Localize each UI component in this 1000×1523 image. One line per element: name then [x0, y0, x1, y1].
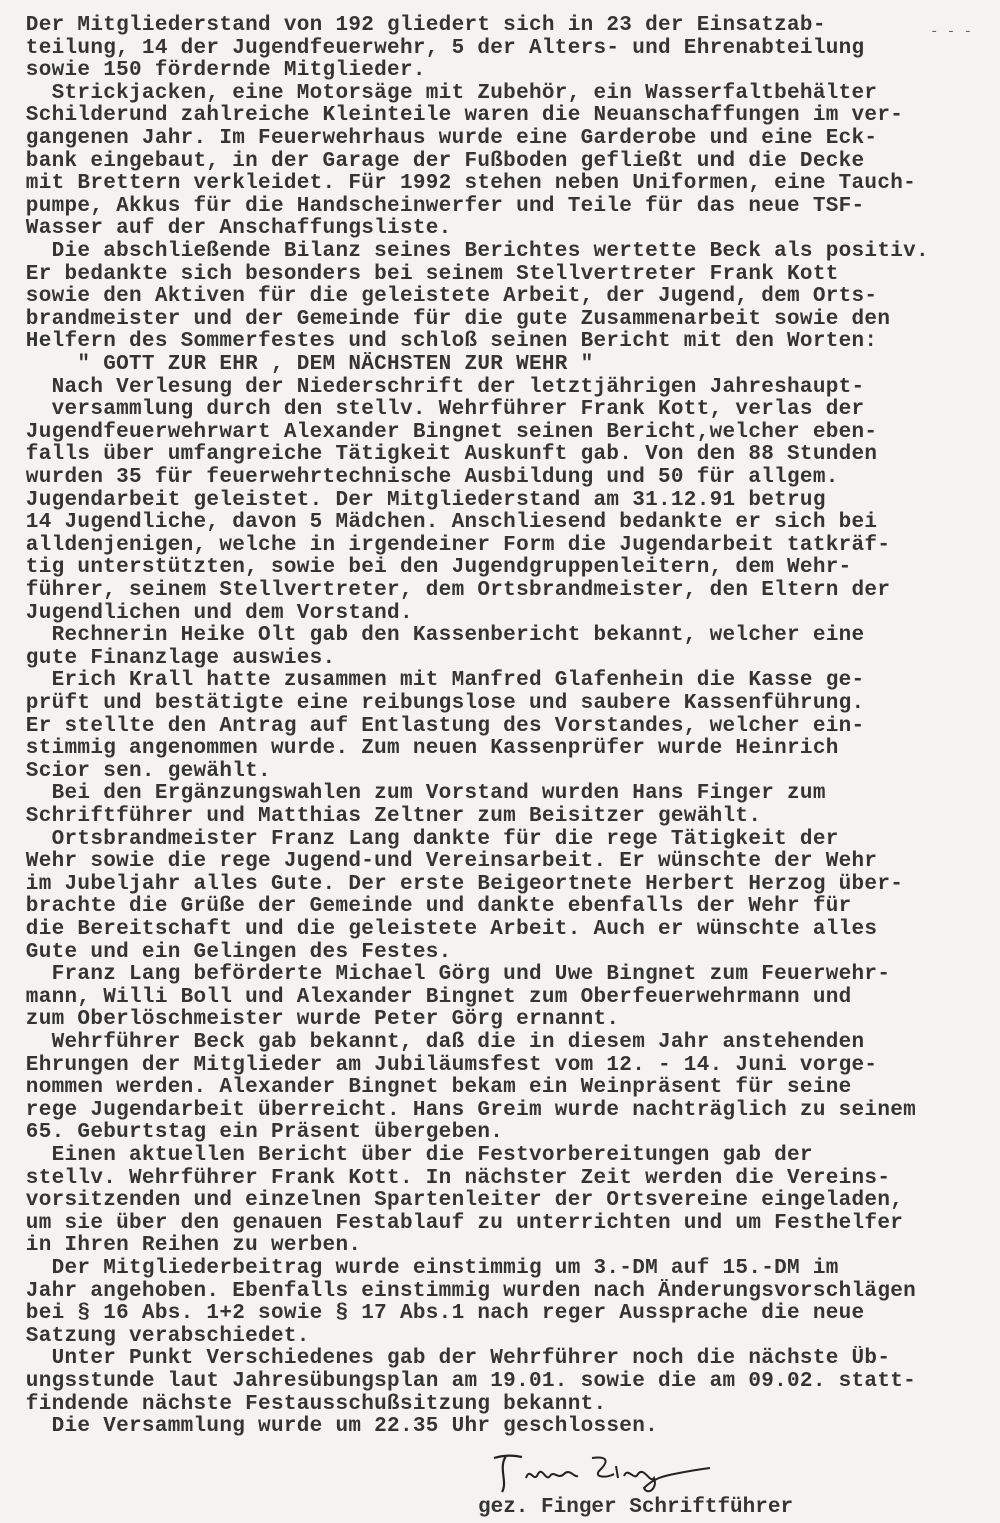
signature-caption: gez. Finger Schriftführer — [478, 1496, 794, 1519]
text-line: Jahr angehoben. Ebenfalls einstimmig wurden nach Änderungsvorschlägen — [0, 1279, 917, 1303]
text-line: Scior sen. gewählt. — [0, 759, 271, 783]
text-line: Franz Lang beförderte Michael Görg und Uwe Bingnet zum Feuerwehr- — [0, 963, 891, 987]
text-line: Der Mitgliederbeitrag wurde einstimmig um 3.-DM auf 15.-DM im — [0, 1257, 839, 1280]
text-line: Unter Punkt Verschiedenes gab der Wehrführer noch die nächste Üb- — [0, 1347, 891, 1371]
text-line: mit Brettern verkleidet. Für 1992 stehen neben Uniformen, eine Tauch- — [0, 172, 917, 196]
text-line: Jugendarbeit geleistet. Der Mitgliederstand am 31.12.91 betrug — [0, 488, 826, 512]
text-line: Wasser auf der Anschaffungsliste. — [0, 217, 452, 241]
text-line: stellv. Wehrführer Frank Kott. In nächster Zeit werden die Vereins- — [0, 1166, 891, 1190]
text-line: um sie über den genauen Festablauf zu unterrichten und um Festhelfer — [0, 1211, 904, 1235]
text-line: Ortsbrandmeister Franz Lang dankte für die rege Tätigkeit der — [0, 827, 839, 851]
text-line: " GOTT ZUR EHR , DEM NÄCHSTEN ZUR WEHR " — [0, 353, 594, 376]
text-line: Helfern des Sommerfestes und schloß seinen Bericht mit den Worten: — [0, 330, 878, 354]
text-line: Erich Krall hatte zusammen mit Manfred Glafenhein die Kasse ge- — [0, 669, 865, 693]
text-line: Jugendlichen und dem Vorstand. — [0, 601, 413, 625]
text-line: sowie 150 fördernde Mitglieder. — [0, 59, 426, 83]
text-line: sowie den Aktiven für die geleistete Arbeit, der Jugend, dem Orts- — [0, 285, 878, 309]
text-line: brachte die Grüße der Gemeinde und dankte ebenfalls der Wehr für — [0, 895, 852, 919]
text-line: falls über umfangreiche Tätigkeit Auskunft gab. Von den 88 Stunden — [0, 443, 878, 467]
text-line: stimmig angenommen wurde. Zum neuen Kassenprüfer wurde Heinrich — [0, 737, 839, 761]
text-line: wurden 35 für feuerwehrtechnische Ausbildung und 50 für allgem. — [0, 466, 839, 489]
text-line: gute Finanzlage auswies. — [0, 646, 336, 670]
text-line: führer, seinem Stellvertreter, dem Ortsbrandmeister, den Eltern der — [0, 579, 891, 602]
text-line: findende nächste Festausschußsitzung bekannt. — [0, 1392, 607, 1416]
text-line: Wehrführer Beck gab bekannt, daß die in diesem Jahr anstehenden — [0, 1031, 865, 1054]
text-line: ungsstunde laut Jahresübungsplan am 19.01. sowie die am 09.02. statt- — [0, 1370, 917, 1393]
text-line: Gute und ein Gelingen des Festes. — [0, 940, 452, 964]
text-line: 14 Jugendliche, davon 5 Mädchen. Anschliesend bedankte er sich bei — [0, 511, 878, 535]
text-line: teilung, 14 der Jugendfeuerwehr, 5 der Alters- und Ehrenabteilung — [0, 36, 865, 60]
text-line: 65. Geburtstag ein Präsent übergeben. — [0, 1121, 504, 1145]
text-line: gangenen Jahr. Im Feuerwehrhaus wurde eine Garderobe und eine Eck- — [0, 127, 878, 150]
text-line: Er stellte den Antrag auf Entlastung des Vorstandes, welcher ein- — [0, 714, 865, 738]
text-line: in Ihren Reihen zu werben. — [0, 1234, 362, 1258]
text-line: die Bereitschaft und die geleistete Arbeit. Auch er wünschte alles — [0, 918, 878, 941]
text-line: Jugendfeuerwehrwart Alexander Bingnet seinen Bericht,welcher eben- — [0, 420, 878, 444]
text-line: Strickjacken, eine Motorsäge mit Zubehör, ein Wasserfaltbehälter — [0, 81, 878, 105]
text-line: Satzung verabschiedet. — [0, 1324, 310, 1348]
text-line: Die Versammlung wurde um 22.35 Uhr geschlossen. — [0, 1415, 659, 1439]
text-line: im Jubeljahr alles Gute. Der erste Beigeortnete Herbert Herzog über- — [0, 872, 904, 896]
text-line: Schriftführer und Matthias Zeltner zum Beisitzer gewählt. — [0, 805, 762, 828]
text-line: Wehr sowie die rege Jugend-und Vereinsarbeit. Er wünschte der Wehr — [0, 850, 878, 874]
text-line: rege Jugendarbeit überreicht. Hans Greim wurde nachträglich zu seinem — [0, 1098, 917, 1122]
text-line: Er bedankte sich besonders bei seinem Stellvertreter Frank Kott — [0, 262, 839, 286]
text-line: alldenjenigen, welche in irgendeiner Form die Jugendarbeit tatkräf- — [0, 533, 891, 557]
text-line: bei § 16 Abs. 1+2 sowie § 17 Abs.1 nach reger Aussprache die neue — [0, 1302, 865, 1326]
text-line: nommen werden. Alexander Bingnet bekam ein Weinpräsent für seine — [0, 1076, 852, 1100]
text-line: pumpe, Akkus für die Handscheinwerfer und Teile für das neue TSF- — [0, 194, 865, 218]
text-line: Der Mitgliederstand von 192 gliedert sich in 23 der Einsatzab- — [0, 14, 826, 37]
text-line: Rechnerin Heike Olt gab den Kassenbericht bekannt, welcher eine — [0, 624, 865, 648]
margin-mark: - - - — [930, 24, 973, 40]
text-line: bank eingebaut, in der Garage der Fußboden gefließt und die Decke — [0, 149, 865, 173]
text-line: Die abschließende Bilanz seines Berichtes wertette Beck als positiv. — [0, 240, 929, 263]
text-line: vorsitzenden und einzelnen Spartenleiter der Ortsvereine eingeladen, — [0, 1189, 904, 1213]
text-line: tig unterstützten, sowie bei den Jugendgruppenleitern, dem Wehr- — [0, 556, 852, 580]
text-line: Ehrungen der Mitglieder am Jubiläumsfest vom 12. - 14. Juni vorge- — [0, 1053, 878, 1077]
text-line: brandmeister und der Gemeinde für die gute Zusammenarbeit sowie den — [0, 307, 891, 331]
text-line: prüft und bestätigte eine reibungslose und saubere Kassenführung. — [0, 692, 865, 715]
text-line: zum Oberlöschmeister wurde Peter Görg ernannt. — [0, 1008, 620, 1032]
handwritten-signature — [488, 1448, 718, 1498]
text-line: Einen aktuellen Bericht über die Festvorbereitungen gab der — [0, 1144, 813, 1167]
text-line: Bei den Ergänzungswahlen zum Vorstand wurden Hans Finger zum — [0, 782, 826, 806]
text-line: mann, Willi Boll und Alexander Bingnet zum Oberfeuerwehrmann und — [0, 985, 852, 1009]
text-line: Nach Verlesung der Niederschrift der letztjährigen Jahreshaupt- — [0, 375, 865, 399]
text-line: versammlung durch den stellv. Wehrführer Frank Kott, verlas der — [0, 398, 865, 422]
text-line: Schilderund zahlreiche Kleinteile waren die Neuanschaffungen im ver- — [0, 104, 904, 128]
